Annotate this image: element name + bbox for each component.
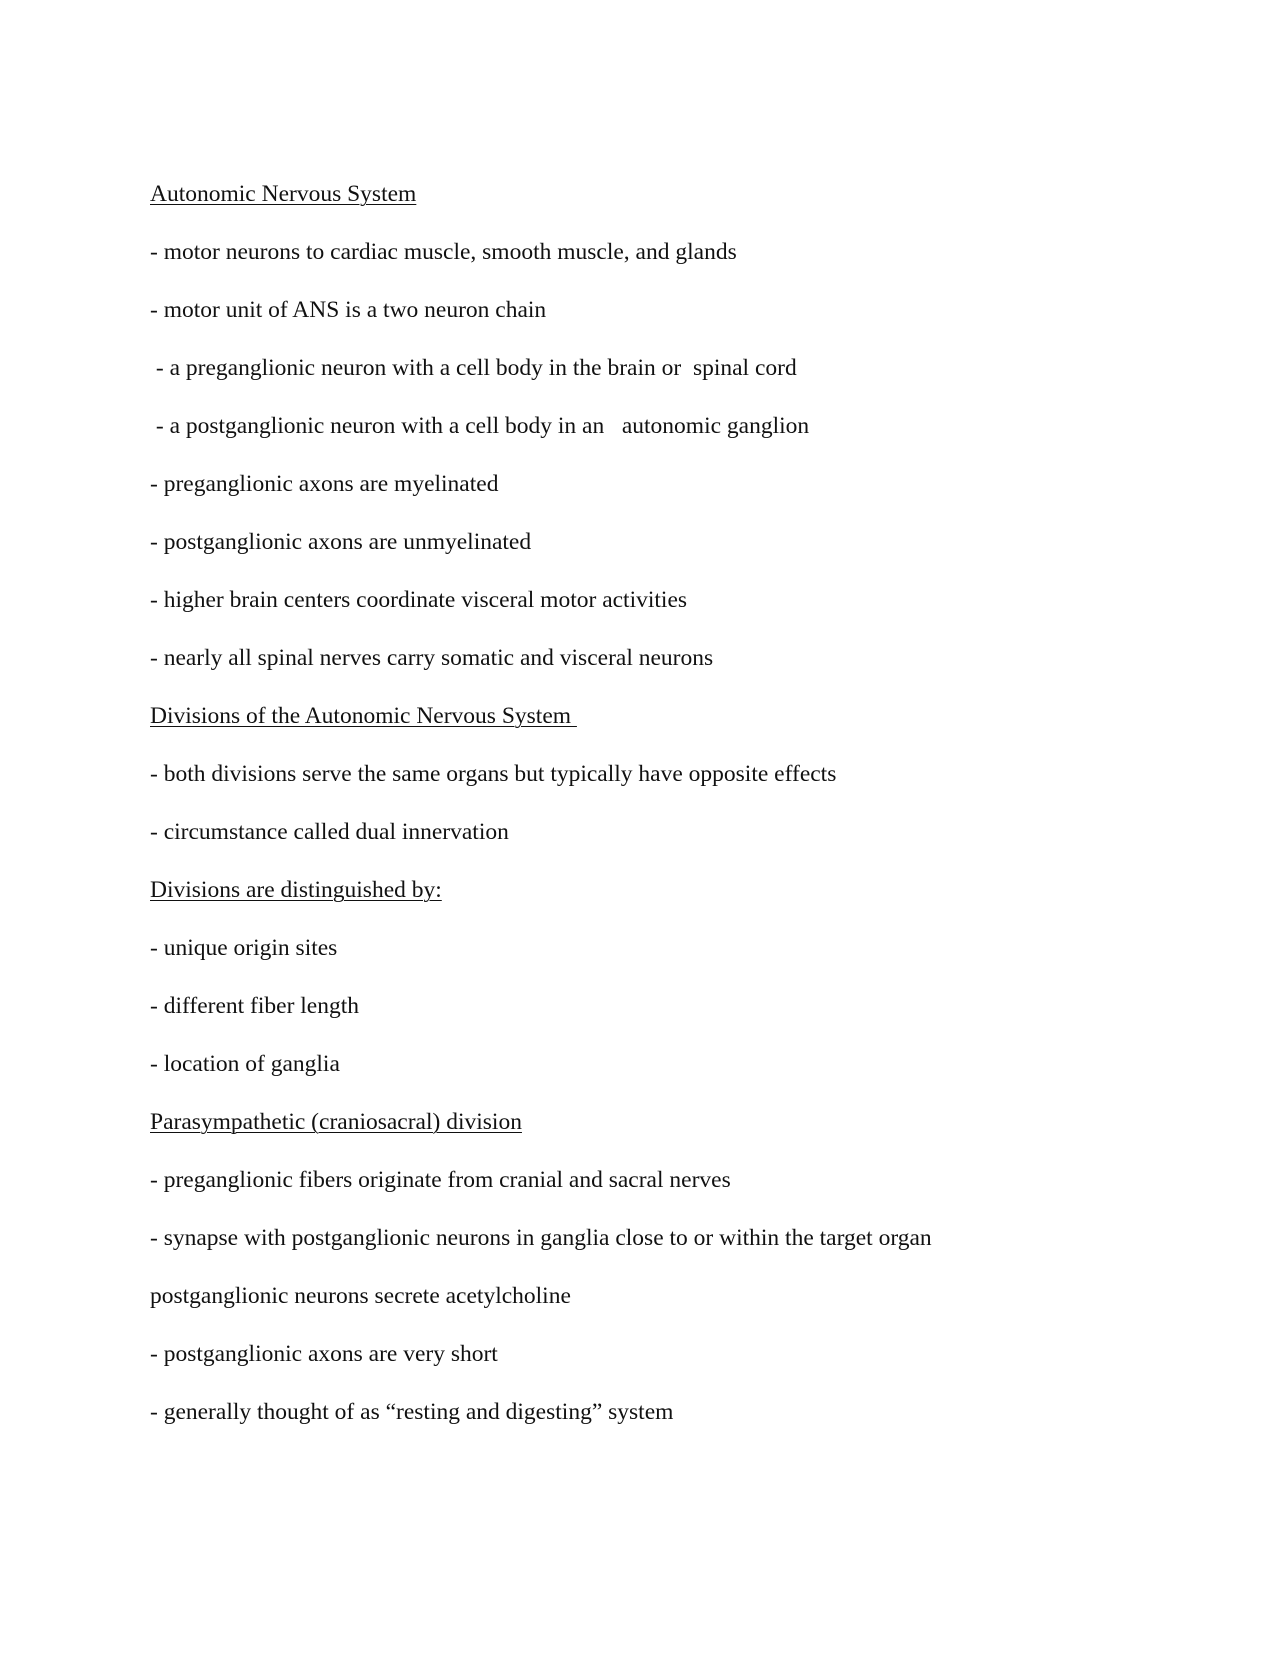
text-line: - preganglionic fibers originate from cranial and sacral nerves bbox=[150, 1167, 731, 1193]
text-line: - a postganglionic neuron with a cell body in an autonomic ganglion bbox=[150, 413, 810, 439]
text-line: - synapse with postganglionic neurons in ganglia close to or within the target organ bbox=[150, 1225, 932, 1251]
section-heading: Parasympathetic (craniosacral) division bbox=[150, 1109, 522, 1135]
text-line: - motor unit of ANS is a two neuron chain bbox=[150, 297, 547, 323]
text-line: - generally thought of as “resting and digesting” system bbox=[150, 1399, 674, 1425]
section-heading: Divisions are distinguished by: bbox=[150, 877, 442, 903]
text-line: - different fiber length bbox=[150, 993, 360, 1019]
text-line: - location of ganglia bbox=[150, 1051, 340, 1077]
text-line: postganglionic neurons secrete acetylcholine bbox=[150, 1283, 571, 1309]
text-line: - postganglionic axons are very short bbox=[150, 1341, 498, 1367]
text-line: - higher brain centers coordinate visceral motor activities bbox=[150, 587, 688, 613]
text-line: - postganglionic axons are unmyelinated bbox=[150, 529, 532, 555]
text-line: - preganglionic axons are myelinated bbox=[150, 471, 499, 497]
text-line: - nearly all spinal nerves carry somatic and visceral neurons bbox=[150, 645, 714, 671]
text-line: - both divisions serve the same organs but typically have opposite effects bbox=[150, 761, 837, 787]
text-line: - circumstance called dual innervation bbox=[150, 819, 509, 845]
text-line: - a preganglionic neuron with a cell body in the brain or spinal cord bbox=[150, 355, 797, 381]
section-heading: Divisions of the Autonomic Nervous System bbox=[150, 703, 577, 729]
section-heading: Autonomic Nervous System bbox=[150, 181, 417, 207]
document-body bbox=[150, 178, 1150, 1454]
text-line: - unique origin sites bbox=[150, 935, 338, 961]
text-line: - motor neurons to cardiac muscle, smooth muscle, and glands bbox=[150, 239, 737, 265]
